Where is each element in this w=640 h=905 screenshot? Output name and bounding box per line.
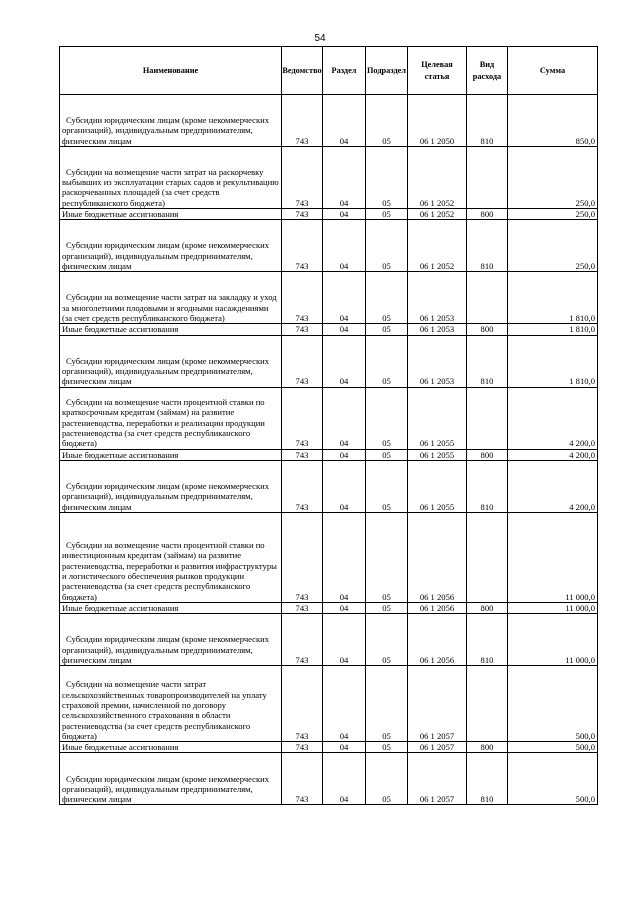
cell-target: 06 1 2057 xyxy=(408,753,467,805)
cell-name: Субсидии юридическим лицам (кроме некоммерческих организаций), индивидуальным предпринимателям, физическим лицам xyxy=(60,220,282,272)
cell-sum: 4 200,0 xyxy=(508,460,598,512)
cell-dept: 743 xyxy=(282,387,323,449)
cell-subsection: 05 xyxy=(366,449,408,460)
cell-sum: 1 810,0 xyxy=(508,335,598,387)
cell-section: 04 xyxy=(323,753,366,805)
header-type: Вид расхода xyxy=(467,47,508,95)
cell-target: 06 1 2050 xyxy=(408,95,467,147)
table-row xyxy=(60,602,598,613)
cell-sum: 250,0 xyxy=(508,220,598,272)
cell-subsection: 05 xyxy=(366,95,408,147)
cell-section: 04 xyxy=(323,220,366,272)
cell-target: 06 1 2055 xyxy=(408,449,467,460)
cell-dept: 743 xyxy=(282,742,323,753)
cell-name: Субсидии на возмещение части затрат на раскорчевку выбывших из эксплуатации старых садов и рекультивацию раскорчеванных площадей (за счет средств республиканского бюджета) xyxy=(60,147,282,209)
cell-sum: 500,0 xyxy=(508,753,598,805)
cell-type: 810 xyxy=(467,95,508,147)
cell-type xyxy=(467,272,508,324)
cell-type: 810 xyxy=(467,753,508,805)
table-row xyxy=(60,220,598,272)
cell-subsection: 05 xyxy=(366,753,408,805)
table-row xyxy=(60,753,598,805)
cell-sum: 11 000,0 xyxy=(508,602,598,613)
table-row xyxy=(60,614,598,666)
header-subsection: Подраздел xyxy=(366,47,408,95)
cell-type xyxy=(467,147,508,209)
cell-subsection: 05 xyxy=(366,220,408,272)
cell-sum: 500,0 xyxy=(508,666,598,742)
cell-sum: 1 810,0 xyxy=(508,324,598,335)
table-row xyxy=(60,742,598,753)
cell-section: 04 xyxy=(323,602,366,613)
cell-name: Иные бюджетные ассигнования xyxy=(60,324,282,335)
cell-name: Субсидии юридическим лицам (кроме некоммерческих организаций), индивидуальным предпринимателям, физическим лицам xyxy=(60,753,282,805)
cell-section: 04 xyxy=(323,95,366,147)
cell-dept: 743 xyxy=(282,460,323,512)
table-row xyxy=(60,272,598,324)
cell-dept: 743 xyxy=(282,95,323,147)
cell-dept: 743 xyxy=(282,666,323,742)
cell-target: 06 1 2055 xyxy=(408,460,467,512)
cell-type: 810 xyxy=(467,335,508,387)
cell-type: 810 xyxy=(467,460,508,512)
cell-name: Субсидии на возмещение части процентной ставки по краткосрочным кредитам (займам) на развитие растениеводства, переработки и реализации продукции растениеводства (за счет средств республиканского бюджета) xyxy=(60,387,282,449)
cell-type: 800 xyxy=(467,742,508,753)
cell-type: 810 xyxy=(467,220,508,272)
cell-dept: 743 xyxy=(282,272,323,324)
cell-sum: 850,0 xyxy=(508,95,598,147)
cell-sum: 4 200,0 xyxy=(508,387,598,449)
cell-subsection: 05 xyxy=(366,147,408,209)
table-row xyxy=(60,324,598,335)
cell-name: Субсидии на возмещение части процентной ставки по инвестиционным кредитам (займам) на развитие растениеводства, переработки и развития инфраструктуры и логистического обеспечения рынков продукции растениеводства (за счет средств республиканского бюджета) xyxy=(60,512,282,602)
cell-dept: 743 xyxy=(282,449,323,460)
cell-section: 04 xyxy=(323,614,366,666)
cell-type: 800 xyxy=(467,602,508,613)
cell-type: 800 xyxy=(467,449,508,460)
cell-section: 04 xyxy=(323,666,366,742)
header-sum: Сумма xyxy=(508,47,598,95)
cell-target: 06 1 2057 xyxy=(408,742,467,753)
cell-dept: 743 xyxy=(282,614,323,666)
header-name: Наименование xyxy=(60,47,282,95)
cell-name: Субсидии юридическим лицам (кроме некоммерческих организаций), индивидуальным предпринимателям, физическим лицам xyxy=(60,460,282,512)
table-row xyxy=(60,209,598,220)
cell-target: 06 1 2052 xyxy=(408,209,467,220)
cell-section: 04 xyxy=(323,209,366,220)
cell-name: Субсидии юридическим лицам (кроме некоммерческих организаций), индивидуальным предпринимателям, физическим лицам xyxy=(60,95,282,147)
cell-sum: 4 200,0 xyxy=(508,449,598,460)
cell-subsection: 05 xyxy=(366,324,408,335)
cell-dept: 743 xyxy=(282,602,323,613)
budget-table xyxy=(59,46,598,805)
table-row xyxy=(60,460,598,512)
table-row xyxy=(60,449,598,460)
cell-dept: 743 xyxy=(282,147,323,209)
cell-subsection: 05 xyxy=(366,209,408,220)
cell-target: 06 1 2053 xyxy=(408,324,467,335)
cell-subsection: 05 xyxy=(366,460,408,512)
cell-name: Субсидии юридическим лицам (кроме некоммерческих организаций), индивидуальным предпринимателям, физическим лицам xyxy=(60,614,282,666)
cell-dept: 743 xyxy=(282,220,323,272)
cell-section: 04 xyxy=(323,272,366,324)
cell-type: 800 xyxy=(467,324,508,335)
cell-sum: 250,0 xyxy=(508,147,598,209)
cell-dept: 743 xyxy=(282,753,323,805)
header-section: Раздел xyxy=(323,47,366,95)
cell-subsection: 05 xyxy=(366,387,408,449)
cell-subsection: 05 xyxy=(366,614,408,666)
cell-section: 04 xyxy=(323,512,366,602)
table-row xyxy=(60,335,598,387)
cell-target: 06 1 2052 xyxy=(408,220,467,272)
cell-section: 04 xyxy=(323,324,366,335)
cell-name: Иные бюджетные ассигнования xyxy=(60,449,282,460)
cell-section: 04 xyxy=(323,742,366,753)
cell-type xyxy=(467,387,508,449)
cell-name: Иные бюджетные ассигнования xyxy=(60,602,282,613)
cell-dept: 743 xyxy=(282,324,323,335)
cell-target: 06 1 2056 xyxy=(408,614,467,666)
header-dept: Ведомство xyxy=(282,47,323,95)
cell-type xyxy=(467,666,508,742)
table-row xyxy=(60,666,598,742)
cell-subsection: 05 xyxy=(366,272,408,324)
cell-target: 06 1 2056 xyxy=(408,602,467,613)
cell-target: 06 1 2057 xyxy=(408,666,467,742)
cell-sum: 1 810,0 xyxy=(508,272,598,324)
cell-section: 04 xyxy=(323,387,366,449)
cell-name: Субсидии на возмещение части затрат на закладку и уход за многолетними плодовыми и ягодными насаждениями (за счет средств республиканского бюджета) xyxy=(60,272,282,324)
table-row xyxy=(60,95,598,147)
cell-subsection: 05 xyxy=(366,666,408,742)
cell-target: 06 1 2055 xyxy=(408,387,467,449)
cell-name: Субсидии на возмещение части затрат сельскохозяйственных товаропроизводителей на уплату страховой премии, начисленной по договору сельскохозяйственного страхования в области растениеводства (за счет средств республиканского бюджета) xyxy=(60,666,282,742)
table-row xyxy=(60,512,598,602)
cell-target: 06 1 2056 xyxy=(408,512,467,602)
cell-dept: 743 xyxy=(282,512,323,602)
table-body xyxy=(60,95,598,805)
cell-type xyxy=(467,512,508,602)
cell-subsection: 05 xyxy=(366,512,408,602)
cell-subsection: 05 xyxy=(366,335,408,387)
cell-sum: 11 000,0 xyxy=(508,614,598,666)
cell-sum: 250,0 xyxy=(508,209,598,220)
cell-name: Субсидии юридическим лицам (кроме некоммерческих организаций), индивидуальным предпринимателям, физическим лицам xyxy=(60,335,282,387)
cell-section: 04 xyxy=(323,460,366,512)
cell-section: 04 xyxy=(323,449,366,460)
cell-section: 04 xyxy=(323,147,366,209)
cell-subsection: 05 xyxy=(366,602,408,613)
cell-target: 06 1 2053 xyxy=(408,335,467,387)
cell-type: 800 xyxy=(467,209,508,220)
cell-dept: 743 xyxy=(282,209,323,220)
cell-subsection: 05 xyxy=(366,742,408,753)
table-row xyxy=(60,387,598,449)
cell-sum: 11 000,0 xyxy=(508,512,598,602)
cell-section: 04 xyxy=(323,335,366,387)
cell-target: 06 1 2052 xyxy=(408,147,467,209)
cell-dept: 743 xyxy=(282,335,323,387)
table-header-row xyxy=(60,47,598,95)
cell-type: 810 xyxy=(467,614,508,666)
cell-target: 06 1 2053 xyxy=(408,272,467,324)
table-row xyxy=(60,147,598,209)
page-number: 54 xyxy=(314,33,326,44)
cell-sum: 500,0 xyxy=(508,742,598,753)
cell-name: Иные бюджетные ассигнования xyxy=(60,742,282,753)
cell-name: Иные бюджетные ассигнования xyxy=(60,209,282,220)
header-target: Целевая статья xyxy=(408,47,467,95)
